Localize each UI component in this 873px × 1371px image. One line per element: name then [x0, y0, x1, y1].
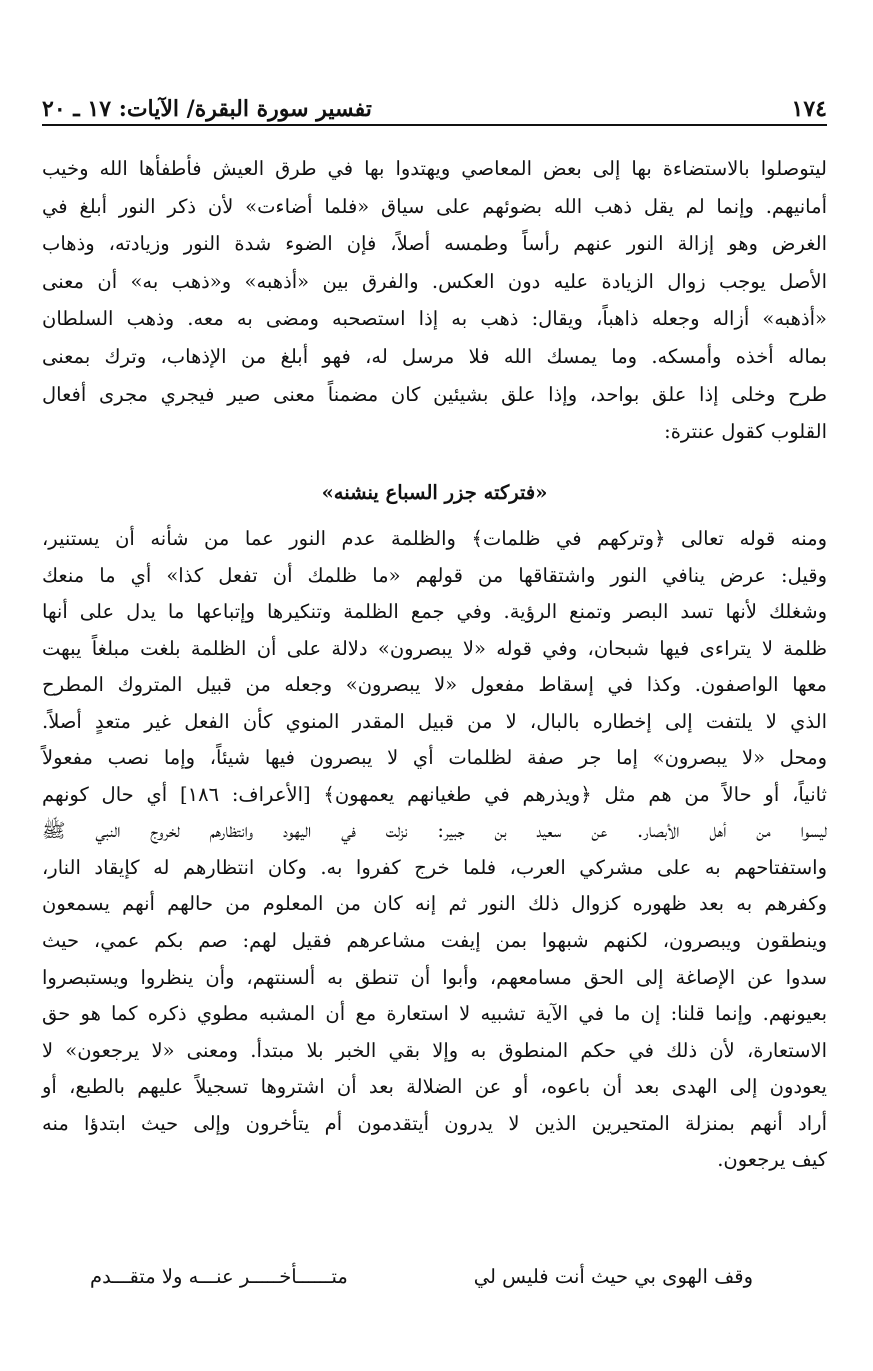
text-line: ظلمة لا يتراءى فيها شبحان، وفي قوله «لا يبصرون» دلالة على أن الظلمة بلغت مبلغاً يبهت	[42, 636, 827, 660]
text-line: الأصل يوجب زوال الزيادة عليه دون العكس. والفرق بين «أذهبه» و«ذهب به» أن معنى	[42, 269, 827, 293]
poem-hemistich-left: متــــــأخـــــر عنـــه ولا متقـــدم	[90, 1265, 348, 1288]
text-line: طرح وخلى إذا علق بواحد، وإذا علق بشيئين كان مضمناً معنى صير فيجري مجرى أفعال	[42, 382, 827, 406]
text-line: كيف يرجعون.	[717, 1148, 827, 1172]
text-line: الاستعارة، لأن ذلك في حكم المنطوق به وإلا بقي الخبر بلا مبتدأ. ومعنى «لا يرجعون» لا	[42, 1038, 827, 1062]
text-line: ليتوصلوا بالاستضاءة بها إلى بعض المعاصي ويهتدوا بها في طرق العيش فأطفأها الله وخيب	[42, 157, 827, 180]
text-line: الذي لا يلتفت إلى إخطاره بالبال، لا من قبيل المقدر المنوي كأن الفعل غير متعدٍ أصلاً.	[42, 709, 827, 733]
quoted-verse: «فتركته جزر السباع ينشنه»	[321, 481, 548, 504]
text-line: بماله أخذه وأمسكه. وما يمسك الله فلا مرسل له، فهو أبلغ من الإذهاب، وترك بمعنى	[42, 344, 827, 368]
paragraph-2	[42, 521, 827, 1179]
text-line: وكفرهم به بعد ظهوره كزوال ذلك النور ثم إنه كان من المعلوم من حالهم أنهم يسمعون	[42, 892, 827, 916]
text-line: ليسوا من أهل الأبصار. عن سعيد بن جبير: نزلت في اليهود وانتظارهم لخروج النبي ﷺ	[42, 819, 827, 843]
text-line: أمانيهم. وإنما لم يقل ذهب الله بضوئهم على سياق «فلما أضاءت» لأن ذكر النور أبلغ في	[42, 194, 827, 218]
running-header	[42, 86, 827, 120]
text-line: وشغلك لأنها تسد البصر وتمنع الرؤية. وفي جمع الظلمة وتنكيرها وإتباعها ما يدل على أنها	[42, 600, 827, 624]
page-number: ١٧٤	[791, 96, 827, 122]
text-line: الغرض وهو إزالة النور عنهم رأساً وطمسه أصلاً، فإن الضوء شدة النور وزيادته، وذهاب	[42, 232, 827, 256]
text-line: وقيل: عرض ينافي النور واشتقاقها من قولهم «ما ظلمك أن تفعل كذا» أي ما منعك	[42, 563, 827, 587]
text-line: واستفتاحهم به على مشركي العرب، فلما خرج كفروا به. وكان انتظارهم له كإيقاد النار،	[42, 855, 827, 879]
text-line: أراد أنهم بمنزلة المتحيرين الذين لا يدرون أيتقدمون أم يتأخرون وإلى حيث ابتدؤا منه	[42, 1111, 827, 1135]
text-line: بعيونهم. وإنما قلنا: إن ما في الآية تشبيه لا استعارة مع أن المشبه مطوي ذكره كما هو حق	[42, 1002, 827, 1026]
text-line: سدوا عن الإصاغة إلى الحق مسامعهم، وأبوا أن تنطق به ألسنتهم، وأن ينظروا ويستبصروا	[42, 965, 827, 989]
text-line: ثانياً، أو حالاً من هم مثل ﴿ويذرهم في طغيانهم يعمهون﴾ [الأعراف: ١٨٦] أي حال كونهم	[42, 782, 827, 806]
poem-hemistich-right: وقف الهوى بي حيث أنت فليس لي	[473, 1265, 753, 1288]
text-line: «أذهبه» أزاله وجعله ذاهباً، ويقال: ذهب به إذا استصحبه ومضى به معه. وذهب السلطان	[42, 307, 827, 331]
text-line: ومنه قوله تعالى ﴿وتركهم في ظلمات﴾ والظلمة عدم النور عما من شأنه أن يستنير،	[42, 527, 827, 550]
text-line: يعودون إلى الهدى بعد أن باعوه، أو عن الضلالة بعد أن اشتروها تسجيلاً عليهم بالطبع، أو	[42, 1075, 827, 1099]
poem-verse	[90, 1262, 753, 1292]
paragraph-1	[42, 150, 827, 451]
text-line: معها الواصفون. وكذا في إسقاط مفعول «لا يبصرون» وجعله من قبيل المتروك المطرح	[42, 673, 827, 697]
header-title: تفسير سورة البقرة/ الآيات: ١٧ ـ ٢٠	[42, 96, 372, 122]
text-line: القلوب كقول عنترة:	[664, 420, 827, 444]
text-line: وينطقون ويبصرون، لكنهم شبهوا بمن إيفت مشاعرهم فقيل لهم: صم بكم عمي، حيث	[42, 929, 827, 953]
text-line: ومحل «لا يبصرون» إما جر صفة لظلمات أي لا يبصرون فيها شيئاً، وإما نصب مفعولاً	[42, 746, 827, 770]
header-divider	[42, 124, 827, 126]
